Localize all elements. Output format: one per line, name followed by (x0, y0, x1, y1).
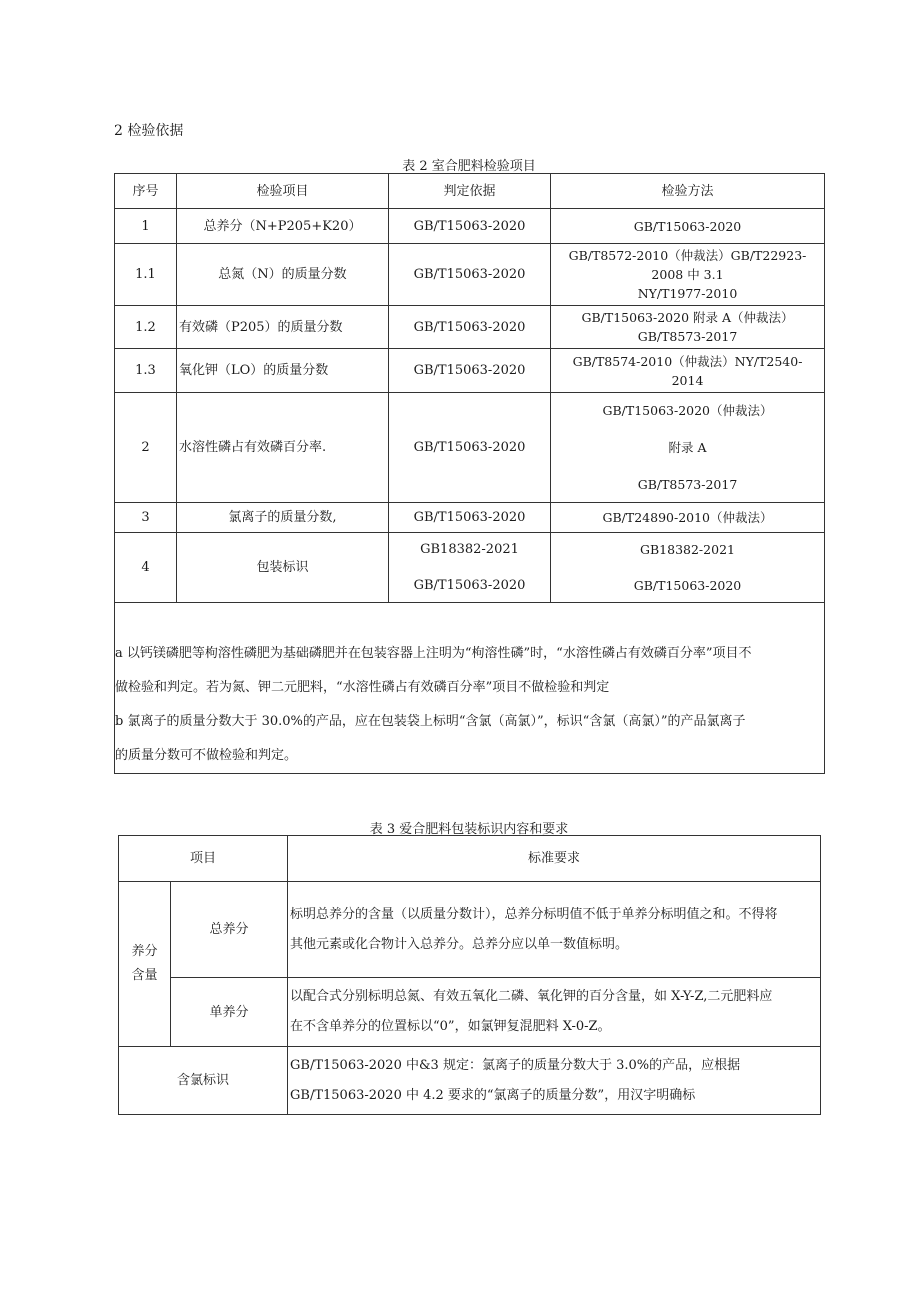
table-row (115, 533, 825, 603)
note-line: a 以钙镁磷肥等枸溶性磷肥为基础磷肥并在包装容器上注明为“枸溶性磷”时，“水溶性磷占有效磷百分率”项目不 (115, 646, 752, 661)
row-no: 1.2 (115, 306, 177, 349)
table-header-row (115, 174, 825, 209)
requirement-text: 标明总养分的含量（以质量分数计），总养分标明值不低于单养分标明值之和。不得将 其他元素或化合物计入总养分。总养分应以单一数值标明。 (288, 882, 821, 978)
notes-row (115, 603, 825, 774)
header-no: 序号 (115, 174, 177, 209)
table2-caption: 表 2 室合肥料检验项目 (402, 159, 536, 174)
header-item: 检验项目 (177, 174, 389, 209)
requirement-text: 以配合式分别标明总氮、有效五氧化二磷、氧化钾的百分含量，如 X-Y-Z,二元肥料应 在不含单养分的位置标以“0”，如氯钾复混肥料 X-0-Z。 (288, 978, 821, 1047)
row-basis: GB/T15063-2020 (389, 349, 551, 393)
table3-caption: 表 3 爱合肥料包装标识内容和要求 (369, 822, 569, 837)
header-basis: 判定依据 (389, 174, 551, 209)
row-method: GB18382-2021 GB/T15063-2020 (551, 533, 825, 603)
table-row (115, 503, 825, 533)
row-basis: GB/T15063-2020 (389, 244, 551, 306)
header-method: 检验方法 (551, 174, 825, 209)
row-basis: GB/T15063-2020 (389, 393, 551, 503)
table-row (115, 209, 825, 244)
row-basis: GB/T15063-2020 (389, 503, 551, 533)
row-no: 1.1 (115, 244, 177, 306)
header-requirement: 标准要求 (288, 836, 821, 882)
row-item: 有效磷（P205）的质量分数 (177, 306, 389, 349)
note-line: b 氯离子的质量分数大于 30.0%的产品，应在包装袋上标明“含氯（高氯）”，标识“含氯（高氯）”的产品氯离子 (115, 714, 746, 729)
note-line: 做检验和判定。若为氮、钾二元肥料，“水溶性磷占有效磷百分率”项目不做检验和判定 (115, 680, 610, 695)
row-method: GB/T15063-2020 附录 A（仲裁法） GB/T8573-2017 (551, 306, 825, 349)
row-no: 1.3 (115, 349, 177, 393)
row-basis: GB/T15063-2020 (389, 209, 551, 244)
row-item: 总氮（N）的质量分数 (177, 244, 389, 306)
row-no: 3 (115, 503, 177, 533)
table-row (119, 978, 821, 1047)
row-item: 水溶性磷占有效磷百分率. (177, 393, 389, 503)
requirement-text: GB/T15063-2020 中&3 规定：氯离子的质量分数大于 3.0%的产品，应根据 GB/T15063-2020 中 4.2 要求的“氯离子的质量分数”，用汉字明确标 (288, 1047, 821, 1115)
table-row (115, 349, 825, 393)
row-item: 总养分（N+P205+K20） (177, 209, 389, 244)
sub-item: 总养分 (171, 882, 288, 978)
table-row (119, 882, 821, 978)
table-row (115, 244, 825, 306)
row-method: GB/T15063-2020（仲裁法） 附录 A GB/T8573-2017 (551, 393, 825, 503)
row-item: 氯离子的质量分数, (177, 503, 389, 533)
table-header-row (119, 836, 821, 882)
row-method: GB/T8574-2010（仲裁法）NY/T2540- 2014 (551, 349, 825, 393)
row-item: 氧化钾（LO）的质量分数 (177, 349, 389, 393)
row-no: 1 (115, 209, 177, 244)
header-item: 项目 (119, 836, 288, 882)
packaging-label-table (118, 835, 821, 1115)
row-basis: GB/T15063-2020 (389, 306, 551, 349)
note-line: 的质量分数可不做检验和判定。 (115, 748, 298, 763)
nutrient-content-label: 养分含量 (119, 882, 171, 1047)
row-no: 2 (115, 393, 177, 503)
row-method: GB/T15063-2020 (551, 209, 825, 244)
row-item: 包装标识 (177, 533, 389, 603)
row-method: GB/T8572-2010（仲裁法）GB/T22923- 2008 中 3.1 NY/T1977-2010 (551, 244, 825, 306)
row-basis: GB18382-2021 GB/T15063-2020 (389, 533, 551, 603)
row-method: GB/T24890-2010（仲裁法） (551, 503, 825, 533)
table-notes (115, 603, 825, 774)
table-row (115, 393, 825, 503)
chlorine-label-item: 含氯标识 (119, 1047, 288, 1115)
row-no: 4 (115, 533, 177, 603)
table-row (119, 1047, 821, 1115)
section-heading: 2 检验依据 (114, 123, 184, 139)
inspection-items-table (114, 173, 825, 774)
sub-item: 单养分 (171, 978, 288, 1047)
table-row (115, 306, 825, 349)
